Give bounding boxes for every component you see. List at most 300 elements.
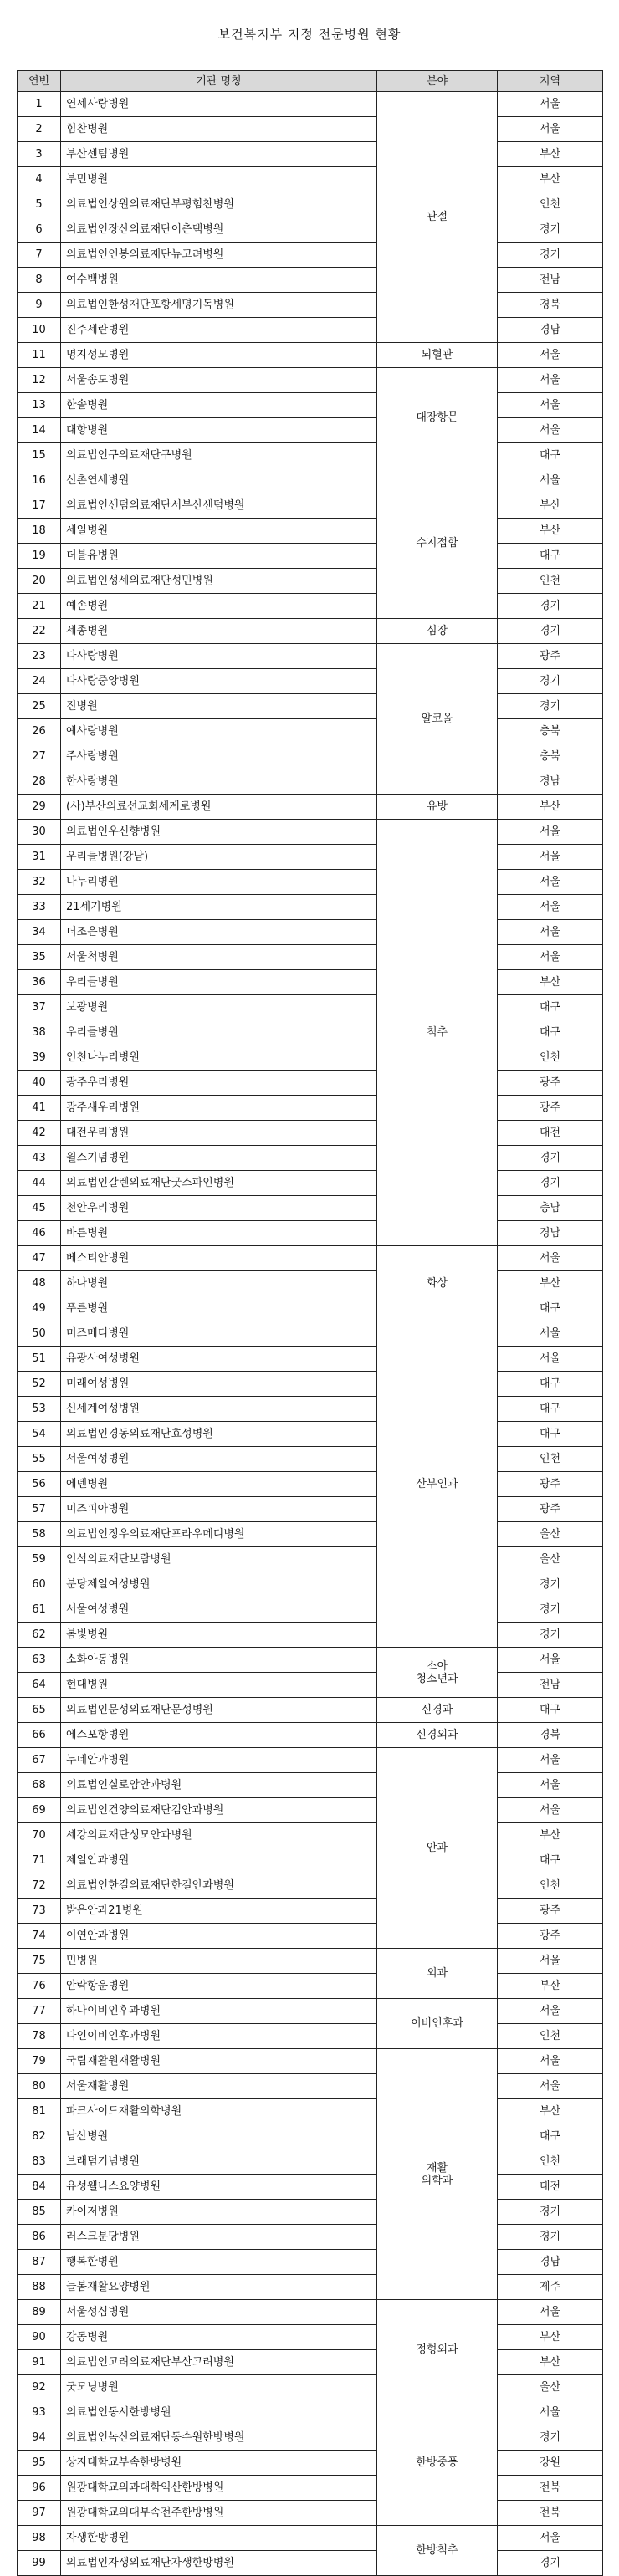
hospital-name: 진병원 [61, 694, 377, 719]
region: 인천 [498, 1873, 603, 1899]
row-number: 2 [18, 117, 61, 142]
table-row [18, 669, 603, 694]
row-number: 60 [18, 1572, 61, 1597]
region: 경기 [498, 1572, 603, 1597]
row-number: 32 [18, 870, 61, 895]
region: 경남 [498, 318, 603, 343]
hospital-name: 안락항운병원 [61, 1974, 377, 1999]
row-number: 83 [18, 2149, 61, 2175]
row-number: 54 [18, 1422, 61, 1447]
hospital-name: 늘봄재활요양병원 [61, 2275, 377, 2300]
category-cell: 한방중풍 [377, 2400, 498, 2526]
table-row [18, 1798, 603, 1823]
table-row [18, 795, 603, 820]
table-row [18, 1522, 603, 1547]
row-number: 80 [18, 2074, 61, 2099]
region: 부산 [498, 142, 603, 167]
hospital-name: 서울송도병원 [61, 368, 377, 393]
row-number: 70 [18, 1823, 61, 1848]
row-number: 30 [18, 820, 61, 845]
row-number: 5 [18, 192, 61, 217]
hospital-name: 세일병원 [61, 519, 377, 544]
row-number: 74 [18, 1924, 61, 1949]
table-row [18, 1397, 603, 1422]
row-number: 49 [18, 1296, 61, 1321]
table-row [18, 2175, 603, 2200]
row-number: 46 [18, 1221, 61, 1246]
hospital-name: 광주우리병원 [61, 1071, 377, 1096]
hospital-name: 제일안과병원 [61, 1848, 377, 1873]
hospital-name: 민병원 [61, 1949, 377, 1974]
hospital-name: 다인이비인후과병원 [61, 2024, 377, 2049]
region: 광주 [498, 1472, 603, 1497]
row-number: 42 [18, 1121, 61, 1146]
row-number: 79 [18, 2049, 61, 2074]
hospital-name: 의료법인한길의료재단한길안과병원 [61, 1873, 377, 1899]
region: 서울 [498, 1798, 603, 1823]
hospital-name: 여수백병원 [61, 268, 377, 293]
hospital-name: 의료법인구의료재단구병원 [61, 443, 377, 468]
hospital-name: 남산병원 [61, 2124, 377, 2149]
table-row [18, 1698, 603, 1723]
hospital-name: 파크사이드재활의학병원 [61, 2099, 377, 2124]
row-number: 26 [18, 719, 61, 744]
row-number: 86 [18, 2225, 61, 2250]
region: 부산 [498, 167, 603, 192]
table-row [18, 1873, 603, 1899]
row-number: 41 [18, 1096, 61, 1121]
region: 광주 [498, 644, 603, 669]
hospital-name: 광주새우리병원 [61, 1096, 377, 1121]
hospital-name: 세종병원 [61, 619, 377, 644]
row-number: 39 [18, 1045, 61, 1071]
category-cell: 대장항문 [377, 368, 498, 468]
row-number: 6 [18, 217, 61, 243]
row-number: 69 [18, 1798, 61, 1823]
category-cell: 신경과 [377, 1698, 498, 1723]
category-cell: 소아 청소년과 [377, 1648, 498, 1698]
row-number: 78 [18, 2024, 61, 2049]
region: 부산 [498, 795, 603, 820]
region: 서울 [498, 393, 603, 418]
table-row [18, 2476, 603, 2501]
row-number: 99 [18, 2551, 61, 2576]
table-row [18, 644, 603, 669]
header-name: 기관 명칭 [61, 71, 377, 92]
hospital-name: 부산센텀병원 [61, 142, 377, 167]
hospital-table [17, 70, 603, 2576]
hospital-name: 한사랑병원 [61, 769, 377, 795]
hospital-name: 현대병원 [61, 1673, 377, 1698]
table-row [18, 2049, 603, 2074]
table-row [18, 1372, 603, 1397]
hospital-name: 연세사랑병원 [61, 92, 377, 117]
row-number: 57 [18, 1497, 61, 1522]
region: 서울 [498, 343, 603, 368]
region: 서울 [498, 1648, 603, 1673]
region: 울산 [498, 2375, 603, 2400]
table-row [18, 1422, 603, 1447]
table-row [18, 1221, 603, 1246]
hospital-name: 의료법인갈렌의료재단굿스파인병원 [61, 1171, 377, 1196]
region: 인천 [498, 192, 603, 217]
region: 부산 [498, 2099, 603, 2124]
table-row [18, 2124, 603, 2149]
row-number: 88 [18, 2275, 61, 2300]
hospital-name: 21세기병원 [61, 895, 377, 920]
row-number: 64 [18, 1673, 61, 1698]
row-number: 96 [18, 2476, 61, 2501]
hospital-name: 봄빛병원 [61, 1623, 377, 1648]
hospital-name: 이연안과병원 [61, 1924, 377, 1949]
region: 강원 [498, 2451, 603, 2476]
row-number: 29 [18, 795, 61, 820]
hospital-name: 카이저병원 [61, 2200, 377, 2225]
row-number: 4 [18, 167, 61, 192]
region: 경기 [498, 694, 603, 719]
table-row [18, 2300, 603, 2325]
row-number: 7 [18, 243, 61, 268]
row-number: 93 [18, 2400, 61, 2425]
hospital-name: 서울여성병원 [61, 1447, 377, 1472]
region: 대구 [498, 1397, 603, 1422]
region: 대구 [498, 443, 603, 468]
region: 대구 [498, 1422, 603, 1447]
hospital-name: 의료법인문성의료재단문성병원 [61, 1698, 377, 1723]
table-row [18, 1347, 603, 1372]
region: 서울 [498, 920, 603, 945]
region: 대구 [498, 1698, 603, 1723]
hospital-name: 원광대학교의대부속전주한방병원 [61, 2501, 377, 2526]
table-row [18, 1146, 603, 1171]
region: 서울 [498, 845, 603, 870]
category-cell: 산부인과 [377, 1321, 498, 1648]
region: 서울 [498, 468, 603, 493]
table-row [18, 2149, 603, 2175]
hospital-name: 나누리병원 [61, 870, 377, 895]
category-cell: 관절 [377, 92, 498, 343]
hospital-name: 의료법인장산의료재단이춘택병원 [61, 217, 377, 243]
table-row [18, 293, 603, 318]
table-header-row [18, 71, 603, 92]
hospital-name: 주사랑병원 [61, 744, 377, 769]
table-row [18, 744, 603, 769]
hospital-name: 의료법인자생의료재단자생한방병원 [61, 2551, 377, 2576]
region: 전북 [498, 2476, 603, 2501]
hospital-name: 우리들병원 [61, 970, 377, 995]
hospital-name: 굿모닝병원 [61, 2375, 377, 2400]
category-cell: 유방 [377, 795, 498, 820]
region: 전남 [498, 1673, 603, 1698]
table-row [18, 945, 603, 970]
header-no: 연번 [18, 71, 61, 92]
region: 서울 [498, 117, 603, 142]
row-number: 92 [18, 2375, 61, 2400]
row-number: 48 [18, 1271, 61, 1296]
table-row [18, 418, 603, 443]
region: 서울 [498, 1321, 603, 1347]
hospital-name: 미즈피아병원 [61, 1497, 377, 1522]
table-row [18, 820, 603, 845]
row-number: 63 [18, 1648, 61, 1673]
table-row [18, 1924, 603, 1949]
row-number: 91 [18, 2350, 61, 2375]
region: 서울 [498, 1773, 603, 1798]
category-cell: 정형외과 [377, 2300, 498, 2400]
row-number: 68 [18, 1773, 61, 1798]
table-row [18, 192, 603, 217]
row-number: 18 [18, 519, 61, 544]
hospital-name: 의료법인성세의료재단성민병원 [61, 569, 377, 594]
row-number: 22 [18, 619, 61, 644]
table-row [18, 2074, 603, 2099]
table-row [18, 1899, 603, 1924]
row-number: 55 [18, 1447, 61, 1472]
table-row [18, 995, 603, 1020]
table-row [18, 2250, 603, 2275]
hospital-name: 바른병원 [61, 1221, 377, 1246]
region: 경기 [498, 1171, 603, 1196]
table-row [18, 1623, 603, 1648]
hospital-name: 대전우리병원 [61, 1121, 377, 1146]
table-row [18, 1171, 603, 1196]
table-row [18, 142, 603, 167]
hospital-name: 인천나누리병원 [61, 1045, 377, 1071]
table-row [18, 318, 603, 343]
category-cell: 한방척추 [377, 2526, 498, 2576]
table-row [18, 1823, 603, 1848]
hospital-name: 우리들병원(강남) [61, 845, 377, 870]
table-row [18, 1020, 603, 1045]
region: 부산 [498, 1823, 603, 1848]
row-number: 66 [18, 1723, 61, 1748]
region: 서울 [498, 418, 603, 443]
hospital-name: 미래여성병원 [61, 1372, 377, 1397]
region: 충북 [498, 744, 603, 769]
row-number: 12 [18, 368, 61, 393]
region: 서울 [498, 2526, 603, 2551]
region: 서울 [498, 870, 603, 895]
category-cell: 심장 [377, 619, 498, 644]
table-body [18, 92, 603, 2576]
row-number: 38 [18, 1020, 61, 1045]
row-number: 59 [18, 1547, 61, 1572]
row-number: 72 [18, 1873, 61, 1899]
hospital-name: 에스포항병원 [61, 1723, 377, 1748]
table-row [18, 1723, 603, 1748]
row-number: 85 [18, 2200, 61, 2225]
row-number: 14 [18, 418, 61, 443]
table-row [18, 769, 603, 795]
region: 울산 [498, 1547, 603, 1572]
hospital-name: 브래덤기념병원 [61, 2149, 377, 2175]
row-number: 11 [18, 343, 61, 368]
table-row [18, 368, 603, 393]
region: 울산 [498, 1522, 603, 1547]
row-number: 24 [18, 669, 61, 694]
table-row [18, 1447, 603, 1472]
table-row [18, 895, 603, 920]
region: 서울 [498, 1347, 603, 1372]
row-number: 51 [18, 1347, 61, 1372]
region: 경기 [498, 2551, 603, 2576]
row-number: 10 [18, 318, 61, 343]
hospital-name: 한솔병원 [61, 393, 377, 418]
region: 경기 [498, 2425, 603, 2451]
table-row [18, 92, 603, 117]
row-number: 1 [18, 92, 61, 117]
table-row [18, 2501, 603, 2526]
region: 서울 [498, 1949, 603, 1974]
row-number: 3 [18, 142, 61, 167]
hospital-name: 하나병원 [61, 1271, 377, 1296]
row-number: 82 [18, 2124, 61, 2149]
row-number: 23 [18, 644, 61, 669]
region: 경기 [498, 669, 603, 694]
table-row [18, 2200, 603, 2225]
row-number: 9 [18, 293, 61, 318]
table-row [18, 569, 603, 594]
hospital-name: 의료법인센텀의료재단서부산센텀병원 [61, 493, 377, 519]
region: 대전 [498, 1121, 603, 1146]
row-number: 13 [18, 393, 61, 418]
region: 부산 [498, 1974, 603, 1999]
region: 경남 [498, 769, 603, 795]
region: 부산 [498, 2325, 603, 2350]
region: 서울 [498, 895, 603, 920]
region: 경남 [498, 2250, 603, 2275]
table-row [18, 870, 603, 895]
region: 서울 [498, 2074, 603, 2099]
row-number: 97 [18, 2501, 61, 2526]
page-title: 보건복지부 지정 전문병원 현황 [217, 27, 402, 42]
region: 대구 [498, 1296, 603, 1321]
hospital-name: 보광병원 [61, 995, 377, 1020]
region: 서울 [498, 368, 603, 393]
region: 대구 [498, 1848, 603, 1873]
region: 경남 [498, 1221, 603, 1246]
region: 서울 [498, 92, 603, 117]
table-row [18, 2275, 603, 2300]
row-number: 15 [18, 443, 61, 468]
row-number: 87 [18, 2250, 61, 2275]
region: 서울 [498, 1246, 603, 1271]
table-row [18, 117, 603, 142]
hospital-name: 유광사여성병원 [61, 1347, 377, 1372]
hospital-name: 행복한병원 [61, 2250, 377, 2275]
row-number: 94 [18, 2425, 61, 2451]
header-region: 지역 [498, 71, 603, 92]
table-row [18, 2024, 603, 2049]
table-row [18, 493, 603, 519]
row-number: 67 [18, 1748, 61, 1773]
region: 인천 [498, 2149, 603, 2175]
table-row [18, 619, 603, 644]
region: 경기 [498, 619, 603, 644]
region: 경기 [498, 2225, 603, 2250]
row-number: 58 [18, 1522, 61, 1547]
hospital-name: 서울여성병원 [61, 1597, 377, 1623]
row-number: 31 [18, 845, 61, 870]
category-cell: 안과 [377, 1748, 498, 1949]
row-number: 61 [18, 1597, 61, 1623]
region: 부산 [498, 970, 603, 995]
row-number: 17 [18, 493, 61, 519]
table-row [18, 2551, 603, 2576]
table-row [18, 1949, 603, 1974]
table-row [18, 2099, 603, 2124]
hospital-name: 신촌연세병원 [61, 468, 377, 493]
region: 광주 [498, 1071, 603, 1096]
table-row [18, 393, 603, 418]
category-cell: 뇌혈관 [377, 343, 498, 368]
row-number: 44 [18, 1171, 61, 1196]
row-number: 53 [18, 1397, 61, 1422]
table-row [18, 920, 603, 945]
table-row [18, 2325, 603, 2350]
table-row [18, 1974, 603, 1999]
region: 서울 [498, 2400, 603, 2425]
hospital-name: 다사랑중앙병원 [61, 669, 377, 694]
region: 대구 [498, 544, 603, 569]
table-row [18, 1547, 603, 1572]
hospital-name: 미즈메디병원 [61, 1321, 377, 1347]
region: 경기 [498, 594, 603, 619]
hospital-name: 에덴병원 [61, 1472, 377, 1497]
hospital-name: 의료법인건양의료재단김안과병원 [61, 1798, 377, 1823]
row-number: 98 [18, 2526, 61, 2551]
hospital-name: 의료법인고려의료재단부산고려병원 [61, 2350, 377, 2375]
hospital-name: 강동병원 [61, 2325, 377, 2350]
hospital-name: 서울성심병원 [61, 2300, 377, 2325]
region: 광주 [498, 1096, 603, 1121]
region: 부산 [498, 519, 603, 544]
row-number: 37 [18, 995, 61, 1020]
table-row [18, 468, 603, 493]
region: 경기 [498, 243, 603, 268]
region: 대구 [498, 2124, 603, 2149]
region: 전남 [498, 268, 603, 293]
table-row [18, 1848, 603, 1873]
region: 경북 [498, 293, 603, 318]
row-number: 28 [18, 769, 61, 795]
header-category: 분야 [377, 71, 498, 92]
row-number: 45 [18, 1196, 61, 1221]
row-number: 81 [18, 2099, 61, 2124]
row-number: 33 [18, 895, 61, 920]
table-row [18, 2375, 603, 2400]
row-number: 16 [18, 468, 61, 493]
hospital-name: 의료법인우신향병원 [61, 820, 377, 845]
hospital-name: 밝은안과21병원 [61, 1899, 377, 1924]
table-row [18, 1497, 603, 1522]
table-row [18, 1246, 603, 1271]
hospital-name: 세강의료재단성모안과병원 [61, 1823, 377, 1848]
table-row [18, 1296, 603, 1321]
hospital-name: 의료법인정우의료재단프라우메디병원 [61, 1522, 377, 1547]
hospital-name: 의료법인경동의료재단효성병원 [61, 1422, 377, 1447]
table-row [18, 694, 603, 719]
hospital-name: 푸른병원 [61, 1296, 377, 1321]
hospital-name: 의료법인실로암안과병원 [61, 1773, 377, 1798]
hospital-name: 의료법인녹산의료재단동수원한방병원 [61, 2425, 377, 2451]
hospital-name: 누네안과병원 [61, 1748, 377, 1773]
table-row [18, 1096, 603, 1121]
table-row [18, 2225, 603, 2250]
table-row [18, 719, 603, 744]
hospital-name: 더조은병원 [61, 920, 377, 945]
row-number: 62 [18, 1623, 61, 1648]
